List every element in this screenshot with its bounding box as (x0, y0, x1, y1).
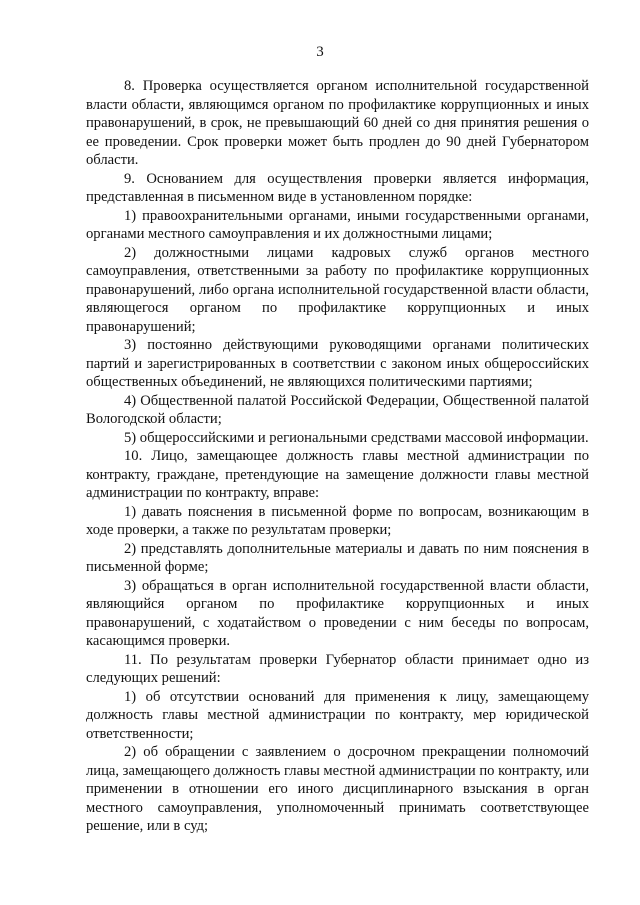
paragraph-10: 10. Лицо, замещающее должность главы местной администрации по контракту, граждане, претендующие на замещение должности главы местной администрации по контракту, вправе: (86, 448, 589, 501)
list-item-10-1: 1) давать пояснения в письменной форме по вопросам, возникающим в ходе проверки, а также по результатам проверки; (86, 503, 589, 538)
list-item-10-2: 2) представлять дополнительные материалы и давать по ним пояснения в письменной форме; (86, 540, 589, 575)
paragraph-9: 9. Основанием для осуществления проверки является информация, представленная в письменном виде в установленном порядке: (86, 170, 589, 205)
list-item-9-5: 5) общероссийскими и региональными средствами массовой информации. (124, 429, 589, 446)
paragraph-8: 8. Проверка осуществляется органом исполнительной государственной власти области, являющимся органом по профилактике коррупционных и иных правонарушений, в срок, не превышающий 60 дней со дня принятия решения о ее проведении. Срок проверки может быть продлен до 90 дней Губернатором области. (86, 78, 589, 168)
paragraph-11: 11. По результатам проверки Губернатор области принимает одно из следующих решений: (86, 651, 589, 686)
list-item-10-3: 3) обращаться в орган исполнительной государственной власти области, являющийся органом по профилактике коррупционных и иных правонарушений, с ходатайством о проведении с ним беседы по вопросам, касающимся проверки. (86, 577, 589, 649)
list-item-9-3: 3) постоянно действующими руководящими органами политических партий и зарегистрированных в соответствии с законом иных общероссийских общественных объединений, не являющихся политическими партиями; (86, 337, 589, 390)
list-item-9-1: 1) правоохранительными органами, иными государственными органами, органами местного самоуправления и их должностными лицами; (86, 207, 589, 242)
list-item-11-1: 1) об отсутствии оснований для применения к лицу, замещающему должность главы местной администрации по контракту, мер юридической ответственности; (86, 688, 589, 742)
document-body (86, 77, 589, 836)
page-number: 3 (316, 44, 324, 60)
list-item-9-2: 2) должностными лицами кадровых служб органов местного самоуправления, ответственными за работу по профилактике коррупционных правонарушений, либо органа исполнительной государственной власти области, являющегося органом по профилактике коррупционных и иных правонарушений; (86, 244, 589, 335)
list-item-9-4: 4) Общественной палатой Российской Федерации, Общественной палатой Вологодской области; (86, 392, 589, 427)
list-item-11-2: 2) об обращении с заявлением о досрочном прекращении полномочий лица, замещающего должность главы местной администрации по контракту, или применении в отношении его иного дисциплинарного взыскания в орган местного самоуправления, уполномоченный принимать соответствующее решение, или в суд; (86, 744, 590, 834)
